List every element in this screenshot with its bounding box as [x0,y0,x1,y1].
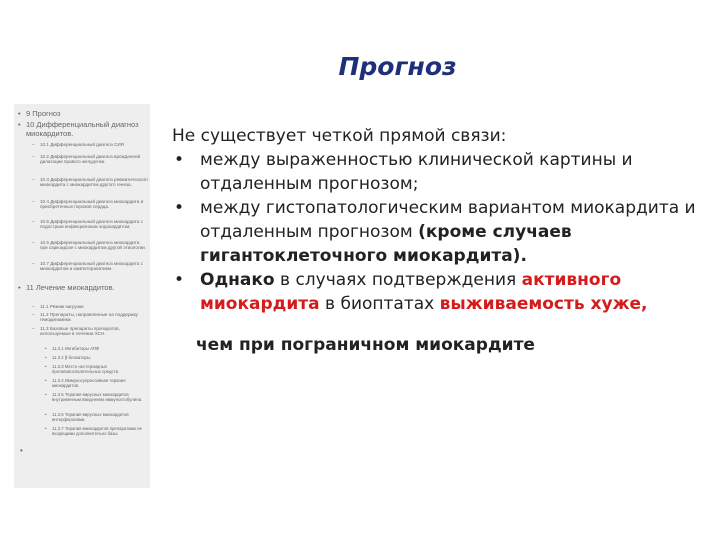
sidebar-item[interactable]: • 11.3.6 Терапия вирусных миокардитов интерферонами. [18,413,148,423]
sidebar-item[interactable]: – 10.3 Дифференциальный диагноз ревматического миокардита с миокардитом другого генеза. [18,177,148,188]
sidebar-item[interactable]: • 11.3.1 Ингибиторы АПФ [18,347,148,352]
bullet-item-2 [172,196,720,268]
bullet-dot: • [174,198,185,218]
sidebar-item[interactable]: • 11.3.4 Иммуносупрессивная терапия миокардитов. [18,379,148,389]
sidebar-item[interactable]: – 11.1 Режим нагрузки [18,304,148,309]
bullet-item-1 [172,148,720,196]
sidebar-item[interactable]: • 11 Лечение миокардитов. [18,284,148,293]
sidebar-item[interactable]: – 10.6 Дифференциальный диагноз миокардита при саркоидозе с миокардитом другой этиологии. [18,240,148,251]
sidebar-item[interactable]: – 10.1 Дифференциальный диагноз СИЯ [18,142,148,147]
slide-body [172,124,720,374]
sidebar-item[interactable]: • 11.3.2 β-блокаторы. [18,356,148,361]
slide-title: Прогноз [338,52,457,81]
intro-text: Не существует четкой прямой связи: [172,126,507,146]
highlight-active-myocarditis: активного миокардита [200,270,622,314]
bullet-dot: • [174,270,185,290]
sidebar-item[interactable]: – 11.3 Базовые препараты препаратов, используемые в лечении ХСН. [18,326,148,337]
sidebar-item[interactable]: – 10.2 Дифференциальный диагноз врожденной дилатации правого желудочка [18,154,148,165]
bullet-item-2-text: между гистопатологическим вариантом миокардита и отдаленным прогнозом [200,198,696,242]
bullet-dot: • [174,150,185,170]
sidebar-item[interactable]: • 11.3.7 Терапия миокардитов препаратами не входящими дополнительно базы. [18,427,148,437]
closing-line: чем при пограничном миокардите [196,335,535,355]
sidebar-item[interactable]: • 10 Дифференциальный диагноз миокардитов. [18,121,148,138]
bullet-item-3-text: в случаях подтверждения [274,270,522,290]
bullet-item-2-bold: (кроме случаев гигантоклеточного миокардита). [200,222,572,266]
bullet-item-3-text-2: в биоптатах [319,294,440,314]
sidebar-item[interactable]: – 10.7 Дифференциальный диагноз миокардита с миокардитом и кампотерапатием. [18,261,148,272]
bullet-item-3 [172,268,720,316]
sidebar-empty-bullet: • [20,446,23,455]
sidebar-item[interactable]: • 9 Прогноз [18,110,148,119]
sidebar-outline [14,104,150,488]
highlight-survival: выживаемость хуже, [439,294,648,314]
sidebar-item[interactable]: • 11.3.5 Терапия вирусных миокардитов внутривенным введением иммуноглобулина. [18,393,148,403]
sidebar-item[interactable]: – 11.2 Препараты, направленные на поддержку гемодинамики. [18,312,148,323]
sidebar-item[interactable]: – 10.4 Дифференциальный диагноз миокардита и приобретенных пороков сердца. [18,199,148,210]
slide-title-container [0,52,720,81]
sidebar-item[interactable]: • 11.3.3 Место нестероидных противовоспалительных средств. [18,365,148,375]
bullet-item-3-lead: Однако [200,270,275,290]
bullet-item-1-text: между выраженностью клинической картины и отдаленным прогнозом; [200,150,633,194]
sidebar-item[interactable]: – 10.5 Дифференциальный диагноз миокардита с подострым инфекционным эндокардитом. [18,219,148,230]
